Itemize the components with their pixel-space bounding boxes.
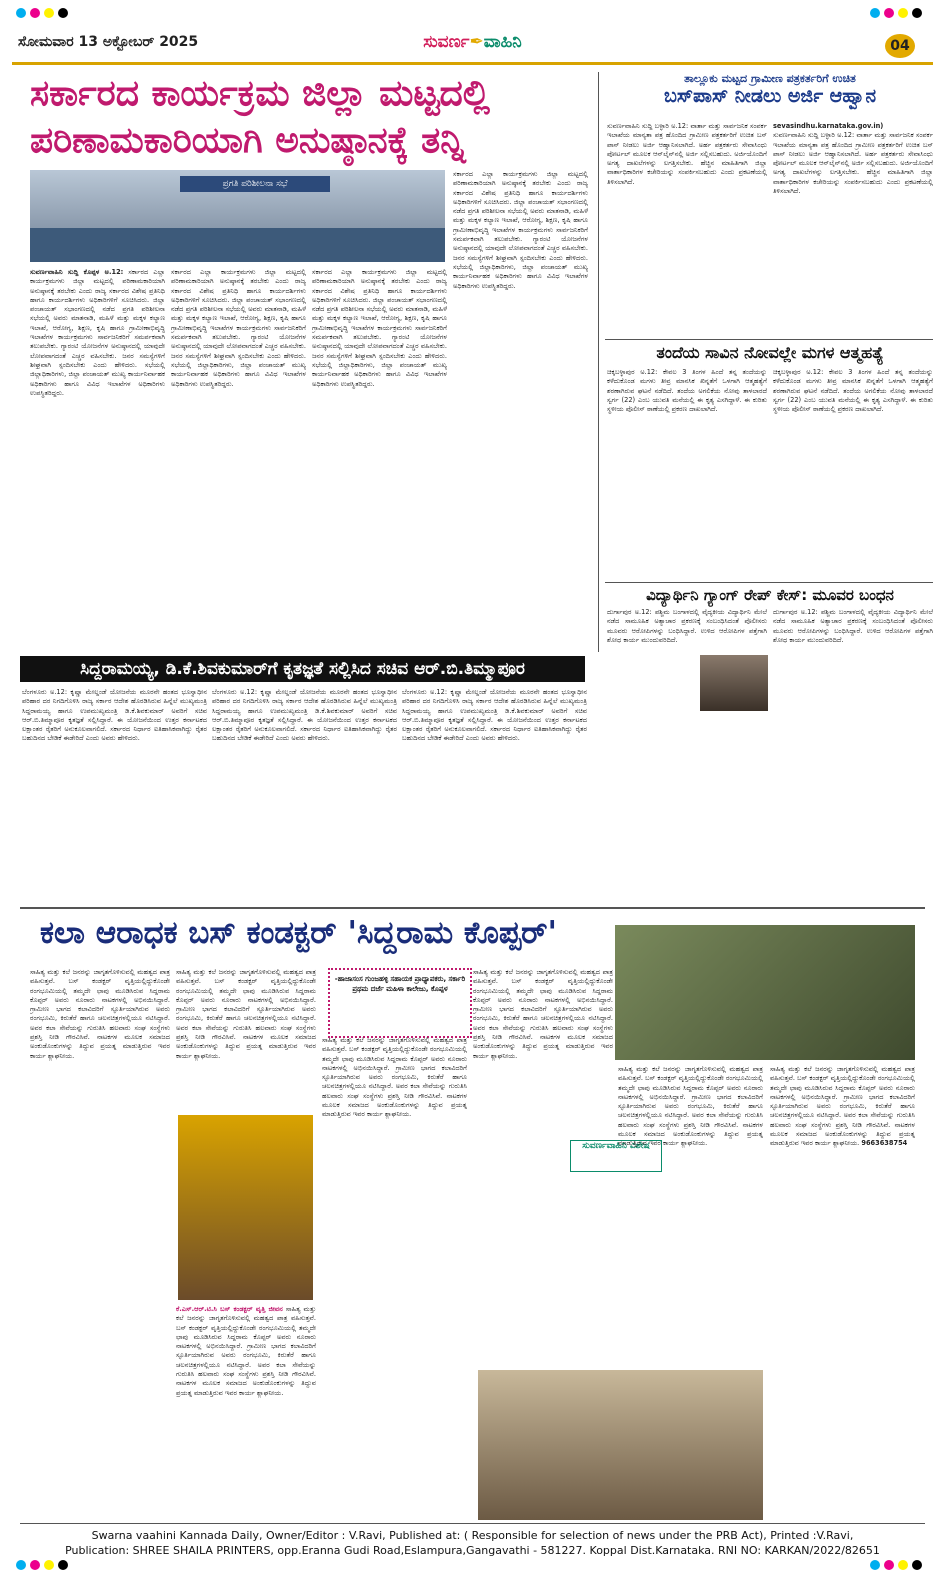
- suicide-body-2: ಚಿಕ್ಕಬಳ್ಳಾಪುರ ಅ.12: ಕೇವಲ 3 ತಿಂಗಳ ಹಿಂದೆ ತನ್ನ ತಂದೆಯನ್ನು ಕಳೆದುಕೊಂಡ ಮಗಳು ತೀವ್ರ ಮಾನಸಿಕ ಖಿನ್ನತೆಗೆ ಒಳಗಾಗಿ ಆತ್ಮಹತ್ಯೆಗೆ ಶರಣಾಗಿರುವ ಘಟನೆ ನಡೆದಿದೆ. ತಂದೆಯ ಅಗಲಿಕೆಯ ನೋವು ತಾಳಲಾರದೆ ಸ್ವರ್ಗ (22) ಎಂಬ ಯುವತಿ ಮನೆಯಲ್ಲಿ ಈ ಕೃತ್ಯ ಎಸಗಿದ್ದಾಳೆ. ಈ ಕುರಿತು ಸ್ಥಳೀಯ ಪೊಲೀಸ್ ಠಾಣೆಯಲ್ಲಿ ಪ್ರಕರಣ ದಾಖಲಾಗಿದೆ.: [773, 368, 933, 414]
- cyan-mark: [16, 1560, 26, 1570]
- yellow-mark: [44, 1560, 54, 1570]
- bus-pass-body-1: ಸುವರ್ಣವಾಹಿನಿ ಸುದ್ದಿ ಬಳ್ಳಾರಿ ಅ.12: ವಾರ್ತಾ ಮತ್ತು ಸಾರ್ವಜನಿಕ ಸಂಪರ್ಕ ಇಲಾಖೆಯ ಮಾನ್ಯತಾ ಪತ್ರ ಹೊಂದಿದ ಗ್ರಾಮೀಣ ಪತ್ರಕರ್ತರಿಗೆ ಉಚಿತ ಬಸ್ ಪಾಸ್ ನೀಡಲು ಅರ್ಜಿ ಆಹ್ವಾನಿಸಲಾಗಿದೆ. ಅರ್ಹ ಪತ್ರಕರ್ತರು ಸೇವಾಸಿಂಧು ಪೋರ್ಟಲ್ ಮೂಲಕ ಆನ್‌ಲೈನ್‌ನಲ್ಲಿ ಅರ್ಜಿ ಸಲ್ಲಿಸಬಹುದು. ಅರ್ಜಿಯೊಂದಿಗೆ ಅಗತ್ಯ ದಾಖಲೆಗಳನ್ನು ಲಗತ್ತಿಸಬೇಕು. ಹೆಚ್ಚಿನ ಮಾಹಿತಿಗಾಗಿ ಜಿಲ್ಲಾ ವಾರ್ತಾಧಿಕಾರಿಗಳ ಕಚೇರಿಯನ್ನು ಸಂಪರ್ಕಿಸಬಹುದು ಎಂದು ಪ್ರಕಟಣೆಯಲ್ಲಿ ತಿಳಿಸಲಾಗಿದೆ.: [607, 122, 767, 186]
- lead-headline-line1: ಸರ್ಕಾರದ ಕಾರ್ಯಕ್ರಮ ಜಿಲ್ಲಾ ಮಟ್ಟದಲ್ಲಿ: [30, 73, 490, 114]
- footer-divider: [20, 1523, 925, 1524]
- bus-pass-body-2: ಸುವರ್ಣವಾಹಿನಿ ಸುದ್ದಿ ಬಳ್ಳಾರಿ ಅ.12: ವಾರ್ತಾ ಮತ್ತು ಸಾರ್ವಜನಿಕ ಸಂಪರ್ಕ ಇಲಾಖೆಯ ಮಾನ್ಯತಾ ಪತ್ರ ಹೊಂದಿದ ಗ್ರಾಮೀಣ ಪತ್ರಕರ್ತರಿಗೆ ಉಚಿತ ಬಸ್ ಪಾಸ್ ನೀಡಲು ಅರ್ಜಿ ಆಹ್ವಾನಿಸಲಾಗಿದೆ. ಅರ್ಹ ಪತ್ರಕರ್ತರು ಸೇವಾಸಿಂಧು ಪೋರ್ಟಲ್ ಮೂಲಕ ಆನ್‌ಲೈನ್‌ನಲ್ಲಿ ಅರ್ಜಿ ಸಲ್ಲಿಸಬಹುದು. ಅರ್ಜಿಯೊಂದಿಗೆ ಅಗತ್ಯ ದಾಖಲೆಗಳನ್ನು ಲಗತ್ತಿಸಬೇಕು. ಹೆಚ್ಚಿನ ಮಾಹಿತಿಗಾಗಿ ಜಿಲ್ಲಾ ವಾರ್ತಾಧಿಕಾರಿಗಳ ಕಚೇರಿಯನ್ನು ಸಂಪರ್ಕಿಸಬಹುದು ಎಂದು ಪ್ರಕಟಣೆಯಲ್ಲಿ ತಿಳಿಸಲಾಗಿದೆ.: [773, 131, 933, 196]
- lead-body-1: ಸರ್ಕಾರದ ಎಲ್ಲಾ ಕಾರ್ಯಕ್ರಮಗಳು ಜಿಲ್ಲಾ ಮಟ್ಟದಲ್ಲಿ ಪರಿಣಾಮಕಾರಿಯಾಗಿ ಅನುಷ್ಠಾನಕ್ಕೆ ತರಬೇಕು ಎಂದು ರಾಜ್ಯ ಸರ್ಕಾರದ ವಿಶೇಷ ಪ್ರತಿನಿಧಿ ಹಾಗೂ ಕಾರ್ಯದರ್ಶಿಗಳು ಅಧಿಕಾರಿಗಳಿಗೆ ಸೂಚಿಸಿದರು. ಜಿಲ್ಲಾ ಪಂಚಾಯತ್ ಸಭಾಂಗಣದಲ್ಲಿ ನಡೆದ ಪ್ರಗತಿ ಪರಿಶೀಲನಾ ಸಭೆಯಲ್ಲಿ ಅವರು ಮಾತನಾಡಿ, ಮಹಿಳೆ ಮತ್ತು ಮಕ್ಕಳ ಕಲ್ಯಾಣ ಇಲಾಖೆ, ಆರೋಗ್ಯ, ಶಿಕ್ಷಣ, ಕೃಷಿ ಹಾಗೂ ಗ್ರಾಮೀಣಾಭಿವೃದ್ಧಿ ಇಲಾಖೆಗಳ ಕಾರ್ಯಕ್ರಮಗಳು ಸಾರ್ವಜನಿಕರಿಗೆ ಸಮರ್ಪಕವಾಗಿ ತಲುಪಬೇಕು. ಗ್ಯಾರಂಟಿ ಯೋಜನೆಗಳ ಅನುಷ್ಠಾನದಲ್ಲಿ ಯಾವುದೇ ಲೋಪವಾಗದಂತೆ ಎಚ್ಚರ ವಹಿಸಬೇಕು. ಜನರ ಸಮಸ್ಯೆಗಳಿಗೆ ಶೀಘ್ರವಾಗಿ ಸ್ಪಂದಿಸಬೇಕು ಎಂದು ಹೇಳಿದರು. ಸಭೆಯಲ್ಲಿ ಜಿಲ್ಲಾಧಿಕಾರಿಗಳು, ಜಿಲ್ಲಾ ಪಂಚಾಯತ್ ಮುಖ್ಯ ಕಾರ್ಯನಿರ್ವಾಹಕ ಅಧಿಕಾರಿಗಳು ಹಾಗೂ ವಿವಿಧ ಇಲಾಖೆಗಳ ಅಧಿಕಾರಿಗಳು ಉಪಸ್ಥಿತರಿದ್ದರು.: [30, 268, 165, 397]
- black-mark: [58, 1560, 68, 1570]
- suicide-column-1: [607, 368, 767, 580]
- tribute-column-2: [212, 688, 397, 903]
- contact-number: 9663638754: [861, 1139, 908, 1148]
- story-divider: [605, 339, 933, 340]
- masthead: [0, 0, 945, 62]
- black-mark: [912, 1560, 922, 1570]
- magenta-mark: [884, 1560, 894, 1570]
- portrait-caption: ಕೆ.ಎಸ್.ಆರ್.ಟಿ.ಸಿ ಬಸ್ ಕಂಡಕ್ಟರ್ ವೃತ್ತಿ ಜೀವನ: [176, 1305, 283, 1313]
- gang-rape-headline: ವಿದ್ಯಾರ್ಥಿನಿ ಗ್ಯಾಂಗ್ ರೇಪ್ ಕೇಸ್: ಮೂವರ ಬಂಧನ: [646, 586, 894, 604]
- suicide-column-2: [773, 368, 933, 580]
- magenta-mark: [30, 1560, 40, 1570]
- column-rule: [598, 72, 599, 652]
- section-divider: [20, 907, 925, 909]
- feature-headline: ಕಲಾ ಆರಾಧಕ ಬಸ್ ಕಂಡಕ್ಟರ್ 'ಸಿದ್ದರಾಮ ಕೊಪ್ಪರ್': [40, 915, 558, 951]
- play-scene-photo: [478, 1370, 763, 1520]
- suicide-body-1: ಚಿಕ್ಕಬಳ್ಳಾಪುರ ಅ.12: ಕೇವಲ 3 ತಿಂಗಳ ಹಿಂದೆ ತನ್ನ ತಂದೆಯನ್ನು ಕಳೆದುಕೊಂಡ ಮಗಳು ತೀವ್ರ ಮಾನಸಿಕ ಖಿನ್ನತೆಗೆ ಒಳಗಾಗಿ ಆತ್ಮಹತ್ಯೆಗೆ ಶರಣಾಗಿರುವ ಘಟನೆ ನಡೆದಿದೆ. ತಂದೆಯ ಅಗಲಿಕೆಯ ನೋವು ತಾಳಲಾರದೆ ಸ್ವರ್ಗ (22) ಎಂಬ ಯುವತಿ ಮನೆಯಲ್ಲಿ ಈ ಕೃತ್ಯ ಎಸಗಿದ್ದಾಳೆ. ಈ ಕುರಿತು ಸ್ಥಳೀಯ ಪೊಲೀಸ್ ಠಾಣೆಯಲ್ಲಿ ಪ್ರಕರಣ ದಾಖಲಾಗಿದೆ.: [607, 368, 767, 414]
- table-silhouette: [30, 228, 445, 262]
- logo-right: ವಾಹಿನಿ: [483, 32, 522, 52]
- feature-column-2: [176, 968, 316, 1108]
- black-mark: [58, 8, 68, 18]
- tribute-body-3: ಬೆಂಗಳೂರು ಅ.12: ಕೃಷ್ಣಾ ಮೇಲ್ದಂಡೆ ಯೋಜನೆಯ ಮೂರನೇ ಹಂತದ ಭೂಸ್ವಾಧೀನ ಪರಿಹಾರ ದರ ನಿಗದಿಗೊಳಿಸಿ ರಾಜ್ಯ ಸರ್ಕಾರ ಆದೇಶ ಹೊರಡಿಸಿರುವ ಹಿನ್ನೆಲೆ ಮುಖ್ಯಮಂತ್ರಿ ಸಿದ್ದರಾಮಯ್ಯ ಹಾಗೂ ಉಪಮುಖ್ಯಮಂತ್ರಿ ಡಿ.ಕೆ.ಶಿವಕುಮಾರ್ ಅವರಿಗೆ ಸಚಿವ ಆರ್.ಬಿ.ತಿಮ್ಮಾಪೂರ ಕೃತಜ್ಞತೆ ಸಲ್ಲಿಸಿದ್ದಾರೆ. ಈ ಯೋಜನೆಯಿಂದ ಉತ್ತರ ಕರ್ನಾಟಕದ ಲಕ್ಷಾಂತರ ರೈತರಿಗೆ ಅನುಕೂಲವಾಗಲಿದೆ. ಸರ್ಕಾರದ ನಿರ್ಧಾರ ಐತಿಹಾಸಿಕವಾಗಿದ್ದು ರೈತರ ಬಹುದಿನದ ಬೇಡಿಕೆ ಈಡೇರಿದೆ ಎಂದು ಅವರು ಹೇಳಿದರು.: [402, 688, 587, 743]
- victim-illustration: [700, 655, 768, 711]
- lead-column-1: [30, 268, 165, 653]
- gang-rape-body-2: ದುರ್ಗಾಪುರ ಅ.12: ಪಶ್ಚಿಮ ಬಂಗಾಳದಲ್ಲಿ ವೈದ್ಯಕೀಯ ವಿದ್ಯಾರ್ಥಿನಿ ಮೇಲೆ ನಡೆದ ಸಾಮೂಹಿಕ ಅತ್ಯಾಚಾರ ಪ್ರಕರಣಕ್ಕೆ ಸಂಬಂಧಿಸಿದಂತೆ ಪೊಲೀಸರು ಮೂವರು ಆರೋಪಿಗಳನ್ನು ಬಂಧಿಸಿದ್ದಾರೆ. ಉಳಿದ ಆರೋಪಿಗಳ ಪತ್ತೆಗಾಗಿ ಶೋಧ ಕಾರ್ಯ ಮುಂದುವರಿದಿದೆ.: [773, 608, 933, 644]
- feature-body-2: ಸಾಹಿತ್ಯ ಮತ್ತು ಕಲೆ ಜನರನ್ನು ಜಾಗೃತಗೊಳಿಸುವಲ್ಲಿ ಮಹತ್ವದ ಪಾತ್ರ ವಹಿಸುತ್ತವೆ. ಬಸ್ ಕಂಡಕ್ಟರ್ ವೃತ್ತಿಯಲ್ಲಿದ್ದುಕೊಂಡೇ ರಂಗಭೂಮಿಯಲ್ಲಿ ತಮ್ಮದೇ ಛಾಪು ಮೂಡಿಸಿರುವ ಸಿದ್ದರಾಮ ಕೊಪ್ಪರ್ ಅವರು ನೂರಾರು ನಾಟಕಗಳಲ್ಲಿ ಅಭಿನಯಿಸಿದ್ದಾರೆ. ಗ್ರಾಮೀಣ ಭಾಗದ ಕಲಾವಿದರಿಗೆ ಸ್ಫೂರ್ತಿಯಾಗಿರುವ ಅವರು ರಂಗಭೂಮಿ, ಕಿರುತೆರೆ ಹಾಗೂ ಚಲನಚಿತ್ರಗಳಲ್ಲಿಯೂ ನಟಿಸಿದ್ದಾರೆ. ಅವರ ಕಲಾ ಸೇವೆಯನ್ನು ಗುರುತಿಸಿ ಹಲವಾರು ಸಂಘ ಸಂಸ್ಥೆಗಳು ಪ್ರಶಸ್ತಿ ನೀಡಿ ಗೌರವಿಸಿವೆ. ನಾಟಕಗಳ ಮೂಲಕ ಸಮಾಜದ ಅಂಕುಡೊಂಕುಗಳನ್ನು ತಿದ್ದುವ ಪ್ರಯತ್ನ ಮಾಡುತ್ತಿರುವ ಇವರ ಕಾರ್ಯ ಶ್ಲಾಘನೀಯ.: [176, 968, 316, 1060]
- lead-headline-line2: ಪರಿಣಾಮಕಾರಿಯಾಗಿ ಅನುಷ್ಠಾನಕ್ಕೆ ತನ್ನಿ: [30, 120, 466, 162]
- photo-banner: ಪ್ರಗತಿ ಪರಿಶೀಲನಾ ಸಭೆ: [180, 176, 330, 192]
- tribute-headline: ಸಿದ್ದರಾಮಯ್ಯ, ಡಿ.ಕೆ.ಶಿವಕುಮಾರ್‌ಗೆ ಕೃತಜ್ಞತೆ ಸಲ್ಲಿಸಿದ ಸಚಿವ ಆರ್.ಬಿ.ತಿಮ್ಮಾಪೂರ: [20, 656, 585, 682]
- lead-column-4: [453, 170, 588, 653]
- bus-pass-headline-line1: ತಾಲ್ಲೂಕು ಮಟ್ಟದ ಗ್ರಾಮೀಣ ಪತ್ರಕರ್ತರಿಗೆ ಉಚಿತ: [684, 72, 856, 85]
- lead-headline: [30, 72, 590, 166]
- cyan-mark: [870, 1560, 880, 1570]
- stage-photo: [615, 925, 915, 1060]
- yellow-mark: [44, 8, 54, 18]
- imprint-line2: Publication: SHREE SHAILA PRINTERS, opp.Eranna Gudi Road,Eslampura,Gangavathi - 581227. Koppal Dist.Karnataka. RNI NO: KARKAN/2022/82651: [65, 1544, 880, 1557]
- issue-date: ಸೋಮವಾರ 13 ಅಕ್ಟೋಬರ್ 2025: [18, 34, 199, 50]
- cyan-mark: [16, 8, 26, 18]
- feature-body-6: ಸಾಹಿತ್ಯ ಮತ್ತು ಕಲೆ ಜನರನ್ನು ಜಾಗೃತಗೊಳಿಸುವಲ್ಲಿ ಮಹತ್ವದ ಪಾತ್ರ ವಹಿಸುತ್ತವೆ. ಬಸ್ ಕಂಡಕ್ಟರ್ ವೃತ್ತಿಯಲ್ಲಿದ್ದುಕೊಂಡೇ ರಂಗಭೂಮಿಯಲ್ಲಿ ತಮ್ಮದೇ ಛಾಪು ಮೂಡಿಸಿರುವ ಸಿದ್ದರಾಮ ಕೊಪ್ಪರ್ ಅವರು ನೂರಾರು ನಾಟಕಗಳಲ್ಲಿ ಅಭಿನಯಿಸಿದ್ದಾರೆ. ಗ್ರಾಮೀಣ ಭಾಗದ ಕಲಾವಿದರಿಗೆ ಸ್ಫೂರ್ತಿಯಾಗಿರುವ ಅವರು ರಂಗಭೂಮಿ, ಕಿರುತೆರೆ ಹಾಗೂ ಚಲನಚಿತ್ರಗಳಲ್ಲಿಯೂ ನಟಿಸಿದ್ದಾರೆ. ಅವರ ಕಲಾ ಸೇವೆಯನ್ನು ಗುರುತಿಸಿ ಹಲವಾರು ಸಂಘ ಸಂಸ್ಥೆಗಳು ಪ್ರಶಸ್ತಿ ನೀಡಿ ಗೌರವಿಸಿವೆ. ನಾಟಕಗಳ ಮೂಲಕ ಸಮಾಜದ ಅಂಕುಡೊಂಕುಗಳನ್ನು ತಿದ್ದುವ ಪ್ರಯತ್ನ ಮಾಡುತ್ತಿರುವ ಇವರ ಕಾರ್ಯ ಶ್ಲಾಘನೀಯ.: [770, 1065, 915, 1148]
- lead-column-3: [312, 268, 447, 653]
- feature-column-1: [30, 968, 170, 1518]
- lead-body-3: ಸರ್ಕಾರದ ಎಲ್ಲಾ ಕಾರ್ಯಕ್ರಮಗಳು ಜಿಲ್ಲಾ ಮಟ್ಟದಲ್ಲಿ ಪರಿಣಾಮಕಾರಿಯಾಗಿ ಅನುಷ್ಠಾನಕ್ಕೆ ತರಬೇಕು ಎಂದು ರಾಜ್ಯ ಸರ್ಕಾರದ ವಿಶೇಷ ಪ್ರತಿನಿಧಿ ಹಾಗೂ ಕಾರ್ಯದರ್ಶಿಗಳು ಅಧಿಕಾರಿಗಳಿಗೆ ಸೂಚಿಸಿದರು. ಜಿಲ್ಲಾ ಪಂಚಾಯತ್ ಸಭಾಂಗಣದಲ್ಲಿ ನಡೆದ ಪ್ರಗತಿ ಪರಿಶೀಲನಾ ಸಭೆಯಲ್ಲಿ ಅವರು ಮಾತನಾಡಿ, ಮಹಿಳೆ ಮತ್ತು ಮಕ್ಕಳ ಕಲ್ಯಾಣ ಇಲಾಖೆ, ಆರೋಗ್ಯ, ಶಿಕ್ಷಣ, ಕೃಷಿ ಹಾಗೂ ಗ್ರಾಮೀಣಾಭಿವೃದ್ಧಿ ಇಲಾಖೆಗಳ ಕಾರ್ಯಕ್ರಮಗಳು ಸಾರ್ವಜನಿಕರಿಗೆ ಸಮರ್ಪಕವಾಗಿ ತಲುಪಬೇಕು. ಗ್ಯಾರಂಟಿ ಯೋಜನೆಗಳ ಅನುಷ್ಠಾನದಲ್ಲಿ ಯಾವುದೇ ಲೋಪವಾಗದಂತೆ ಎಚ್ಚರ ವಹಿಸಬೇಕು. ಜನರ ಸಮಸ್ಯೆಗಳಿಗೆ ಶೀಘ್ರವಾಗಿ ಸ್ಪಂದಿಸಬೇಕು ಎಂದು ಹೇಳಿದರು. ಸಭೆಯಲ್ಲಿ ಜಿಲ್ಲಾಧಿಕಾರಿಗಳು, ಜಿಲ್ಲಾ ಪಂಚಾಯತ್ ಮುಖ್ಯ ಕಾರ್ಯನಿರ್ವಾಹಕ ಅಧಿಕಾರಿಗಳು ಹಾಗೂ ವಿವಿಧ ಇಲಾಖೆಗಳ ಅಧಿಕಾರಿಗಳು ಉಪಸ್ಥಿತರಿದ್ದರು.: [312, 268, 447, 388]
- bus-pass-website: sevasindhu.karnataka.gov.in): [773, 122, 884, 130]
- bus-pass-headline-line2: ಬಸ್‌ಪಾಸ್ ನೀಡಲು ಅರ್ಜಿ ಆಹ್ವಾನ: [663, 85, 877, 108]
- feature-body-5: ಸಾಹಿತ್ಯ ಮತ್ತು ಕಲೆ ಜನರನ್ನು ಜಾಗೃತಗೊಳಿಸುವಲ್ಲಿ ಮಹತ್ವದ ಪಾತ್ರ ವಹಿಸುತ್ತವೆ. ಬಸ್ ಕಂಡಕ್ಟರ್ ವೃತ್ತಿಯಲ್ಲಿದ್ದುಕೊಂಡೇ ರಂಗಭೂಮಿಯಲ್ಲಿ ತಮ್ಮದೇ ಛಾಪು ಮೂಡಿಸಿರುವ ಸಿದ್ದರಾಮ ಕೊಪ್ಪರ್ ಅವರು ನೂರಾರು ನಾಟಕಗಳಲ್ಲಿ ಅಭಿನಯಿಸಿದ್ದಾರೆ. ಗ್ರಾಮೀಣ ಭಾಗದ ಕಲಾವಿದರಿಗೆ ಸ್ಫೂರ್ತಿಯಾಗಿರುವ ಅವರು ರಂಗಭೂಮಿ, ಕಿರುತೆರೆ ಹಾಗೂ ಚಲನಚಿತ್ರಗಳಲ್ಲಿಯೂ ನಟಿಸಿದ್ದಾರೆ. ಅವರ ಕಲಾ ಸೇವೆಯನ್ನು ಗುರುತಿಸಿ ಹಲವಾರು ಸಂಘ ಸಂಸ್ಥೆಗಳು ಪ್ರಶಸ್ತಿ ನೀಡಿ ಗೌರವಿಸಿವೆ. ನಾಟಕಗಳ ಮೂಲಕ ಸಮಾಜದ ಅಂಕುಡೊಂಕುಗಳನ್ನು ತಿದ್ದುವ ಪ್ರಯತ್ನ ಮಾಡುತ್ತಿರುವ ಇವರ ಕಾರ್ಯ ಶ್ಲಾಘನೀಯ.: [618, 1065, 763, 1148]
- magenta-mark: [30, 8, 40, 18]
- header-divider: [12, 62, 933, 65]
- feature-column-4: [473, 968, 613, 1266]
- story-divider: [605, 582, 933, 583]
- yellow-mark: [898, 1560, 908, 1570]
- feature-column-2b: [176, 1305, 316, 1520]
- bus-pass-column-1: [607, 122, 767, 337]
- imprint-line1: Swarna vaahini Kannada Daily, Owner/Editor : V.Ravi, Published at: ( Responsible for selection of news under the PRB Act), Printed :V.Ravi,: [91, 1529, 854, 1542]
- conductor-portrait: [178, 1115, 313, 1300]
- meeting-photo: [30, 170, 445, 262]
- feature-column-3: [322, 1036, 467, 1520]
- page-number: 04: [885, 34, 915, 58]
- gang-rape-column-2: [773, 608, 933, 908]
- tribute-column-1: [22, 688, 207, 903]
- lead-dateline: ಸುವರ್ಣವಾಹಿನಿ ಸುದ್ದಿ ಕೊಪ್ಪಳ ಅ.12:: [30, 268, 124, 276]
- logo-left: ಸುವರ್ಣ: [423, 32, 470, 52]
- suicide-headline: ತಂದೆಯ ಸಾವಿನ ನೋವಲ್ಲೇ ಮಗಳ ಆತ್ಮಹತ್ಯೆ: [656, 343, 884, 362]
- author-box: -ಹಾಜಾಸಂಸ ಗುಂಜಹಳ್ಳಿ ಸಹಾಯಕ ಪ್ರಾಧ್ಯಾಪಕರು, ಸರ್ಕಾರಿ ಪ್ರಥಮ ದರ್ಜೆ ಮಹಿಳಾ ಕಾಲೇಜು, ಕೊಪ್ಪಳ: [328, 968, 472, 1038]
- tribute-body-1: ಬೆಂಗಳೂರು ಅ.12: ಕೃಷ್ಣಾ ಮೇಲ್ದಂಡೆ ಯೋಜನೆಯ ಮೂರನೇ ಹಂತದ ಭೂಸ್ವಾಧೀನ ಪರಿಹಾರ ದರ ನಿಗದಿಗೊಳಿಸಿ ರಾಜ್ಯ ಸರ್ಕಾರ ಆದೇಶ ಹೊರಡಿಸಿರುವ ಹಿನ್ನೆಲೆ ಮುಖ್ಯಮಂತ್ರಿ ಸಿದ್ದರಾಮಯ್ಯ ಹಾಗೂ ಉಪಮುಖ್ಯಮಂತ್ರಿ ಡಿ.ಕೆ.ಶಿವಕುಮಾರ್ ಅವರಿಗೆ ಸಚಿವ ಆರ್.ಬಿ.ತಿಮ್ಮಾಪೂರ ಕೃತಜ್ಞತೆ ಸಲ್ಲಿಸಿದ್ದಾರೆ. ಈ ಯೋಜನೆಯಿಂದ ಉತ್ತರ ಕರ್ನಾಟಕದ ಲಕ್ಷಾಂತರ ರೈತರಿಗೆ ಅನುಕೂಲವಾಗಲಿದೆ. ಸರ್ಕಾರದ ನಿರ್ಧಾರ ಐತಿಹಾಸಿಕವಾಗಿದ್ದು ರೈತರ ಬಹುದಿನದ ಬೇಡಿಕೆ ಈಡೇರಿದೆ ಎಂದು ಅವರು ಹೇಳಿದರು.: [22, 688, 207, 743]
- lead-column-2: [171, 268, 306, 653]
- lead-body-4: ಸರ್ಕಾರದ ಎಲ್ಲಾ ಕಾರ್ಯಕ್ರಮಗಳು ಜಿಲ್ಲಾ ಮಟ್ಟದಲ್ಲಿ ಪರಿಣಾಮಕಾರಿಯಾಗಿ ಅನುಷ್ಠಾನಕ್ಕೆ ತರಬೇಕು ಎಂದು ರಾಜ್ಯ ಸರ್ಕಾರದ ವಿಶೇಷ ಪ್ರತಿನಿಧಿ ಹಾಗೂ ಕಾರ್ಯದರ್ಶಿಗಳು ಅಧಿಕಾರಿಗಳಿಗೆ ಸೂಚಿಸಿದರು. ಜಿಲ್ಲಾ ಪಂಚಾಯತ್ ಸಭಾಂಗಣದಲ್ಲಿ ನಡೆದ ಪ್ರಗತಿ ಪರಿಶೀಲನಾ ಸಭೆಯಲ್ಲಿ ಅವರು ಮಾತನಾಡಿ, ಮಹಿಳೆ ಮತ್ತು ಮಕ್ಕಳ ಕಲ್ಯಾಣ ಇಲಾಖೆ, ಆರೋಗ್ಯ, ಶಿಕ್ಷಣ, ಕೃಷಿ ಹಾಗೂ ಗ್ರಾಮೀಣಾಭಿವೃದ್ಧಿ ಇಲಾಖೆಗಳ ಕಾರ್ಯಕ್ರಮಗಳು ಸಾರ್ವಜನಿಕರಿಗೆ ಸಮರ್ಪಕವಾಗಿ ತಲುಪಬೇಕು. ಗ್ಯಾರಂಟಿ ಯೋಜನೆಗಳ ಅನುಷ್ಠಾನದಲ್ಲಿ ಯಾವುದೇ ಲೋಪವಾಗದಂತೆ ಎಚ್ಚರ ವಹಿಸಬೇಕು. ಜನರ ಸಮಸ್ಯೆಗಳಿಗೆ ಶೀಘ್ರವಾಗಿ ಸ್ಪಂದಿಸಬೇಕು ಎಂದು ಹೇಳಿದರು. ಸಭೆಯಲ್ಲಿ ಜಿಲ್ಲಾಧಿಕಾರಿಗಳು, ಜಿಲ್ಲಾ ಪಂಚಾಯತ್ ಮುಖ್ಯ ಕಾರ್ಯನಿರ್ವಾಹಕ ಅಧಿಕಾರಿಗಳು ಹಾಗೂ ವಿವಿಧ ಇಲಾಖೆಗಳ ಅಧಿಕಾರಿಗಳು ಉಪಸ್ಥಿತರಿದ್ದರು.: [453, 170, 588, 290]
- feature-column-5: [618, 1065, 763, 1365]
- lead-body-2: ಸರ್ಕಾರದ ಎಲ್ಲಾ ಕಾರ್ಯಕ್ರಮಗಳು ಜಿಲ್ಲಾ ಮಟ್ಟದಲ್ಲಿ ಪರಿಣಾಮಕಾರಿಯಾಗಿ ಅನುಷ್ಠಾನಕ್ಕೆ ತರಬೇಕು ಎಂದು ರಾಜ್ಯ ಸರ್ಕಾರದ ವಿಶೇಷ ಪ್ರತಿನಿಧಿ ಹಾಗೂ ಕಾರ್ಯದರ್ಶಿಗಳು ಅಧಿಕಾರಿಗಳಿಗೆ ಸೂಚಿಸಿದರು. ಜಿಲ್ಲಾ ಪಂಚಾಯತ್ ಸಭಾಂಗಣದಲ್ಲಿ ನಡೆದ ಪ್ರಗತಿ ಪರಿಶೀಲನಾ ಸಭೆಯಲ್ಲಿ ಅವರು ಮಾತನಾಡಿ, ಮಹಿಳೆ ಮತ್ತು ಮಕ್ಕಳ ಕಲ್ಯಾಣ ಇಲಾಖೆ, ಆರೋಗ್ಯ, ಶಿಕ್ಷಣ, ಕೃಷಿ ಹಾಗೂ ಗ್ರಾಮೀಣಾಭಿವೃದ್ಧಿ ಇಲಾಖೆಗಳ ಕಾರ್ಯಕ್ರಮಗಳು ಸಾರ್ವಜನಿಕರಿಗೆ ಸಮರ್ಪಕವಾಗಿ ತಲುಪಬೇಕು. ಗ್ಯಾರಂಟಿ ಯೋಜನೆಗಳ ಅನುಷ್ಠಾನದಲ್ಲಿ ಯಾವುದೇ ಲೋಪವಾಗದಂತೆ ಎಚ್ಚರ ವಹಿಸಬೇಕು. ಜನರ ಸಮಸ್ಯೆಗಳಿಗೆ ಶೀಘ್ರವಾಗಿ ಸ್ಪಂದಿಸಬೇಕು ಎಂದು ಹೇಳಿದರು. ಸಭೆಯಲ್ಲಿ ಜಿಲ್ಲಾಧಿಕಾರಿಗಳು, ಜಿಲ್ಲಾ ಪಂಚಾಯತ್ ಮುಖ್ಯ ಕಾರ್ಯನಿರ್ವಾಹಕ ಅಧಿಕಾರಿಗಳು ಹಾಗೂ ವಿವಿಧ ಇಲಾಖೆಗಳ ಅಧಿಕಾರಿಗಳು ಉಪಸ್ಥಿತರಿದ್ದರು.: [171, 268, 306, 388]
- black-mark: [912, 8, 922, 18]
- bus-pass-headline: [605, 72, 935, 108]
- tribute-body-2: ಬೆಂಗಳೂರು ಅ.12: ಕೃಷ್ಣಾ ಮೇಲ್ದಂಡೆ ಯೋಜನೆಯ ಮೂರನೇ ಹಂತದ ಭೂಸ್ವಾಧೀನ ಪರಿಹಾರ ದರ ನಿಗದಿಗೊಳಿಸಿ ರಾಜ್ಯ ಸರ್ಕಾರ ಆದೇಶ ಹೊರಡಿಸಿರುವ ಹಿನ್ನೆಲೆ ಮುಖ್ಯಮಂತ್ರಿ ಸಿದ್ದರಾಮಯ್ಯ ಹಾಗೂ ಉಪಮುಖ್ಯಮಂತ್ರಿ ಡಿ.ಕೆ.ಶಿವಕುಮಾರ್ ಅವರಿಗೆ ಸಚಿವ ಆರ್.ಬಿ.ತಿಮ್ಮಾಪೂರ ಕೃತಜ್ಞತೆ ಸಲ್ಲಿಸಿದ್ದಾರೆ. ಈ ಯೋಜನೆಯಿಂದ ಉತ್ತರ ಕರ್ನಾಟಕದ ಲಕ್ಷಾಂತರ ರೈತರಿಗೆ ಅನುಕೂಲವಾಗಲಿದೆ. ಸರ್ಕಾರದ ನಿರ್ಧಾರ ಐತಿಹಾಸಿಕವಾಗಿದ್ದು ರೈತರ ಬಹುದಿನದ ಬೇಡಿಕೆ ಈಡೇರಿದೆ ಎಂದು ಅವರು ಹೇಳಿದರು.: [212, 688, 397, 743]
- feature-body-2b: ಸಾಹಿತ್ಯ ಮತ್ತು ಕಲೆ ಜನರನ್ನು ಜಾಗೃತಗೊಳಿಸುವಲ್ಲಿ ಮಹತ್ವದ ಪಾತ್ರ ವಹಿಸುತ್ತವೆ. ಬಸ್ ಕಂಡಕ್ಟರ್ ವೃತ್ತಿಯಲ್ಲಿದ್ದುಕೊಂಡೇ ರಂಗಭೂಮಿಯಲ್ಲಿ ತಮ್ಮದೇ ಛಾಪು ಮೂಡಿಸಿರುವ ಸಿದ್ದರಾಮ ಕೊಪ್ಪರ್ ಅವರು ನೂರಾರು ನಾಟಕಗಳಲ್ಲಿ ಅಭಿನಯಿಸಿದ್ದಾರೆ. ಗ್ರಾಮೀಣ ಭಾಗದ ಕಲಾವಿದರಿಗೆ ಸ್ಫೂರ್ತಿಯಾಗಿರುವ ಅವರು ರಂಗಭೂಮಿ, ಕಿರುತೆರೆ ಹಾಗೂ ಚಲನಚಿತ್ರಗಳಲ್ಲಿಯೂ ನಟಿಸಿದ್ದಾರೆ. ಅವರ ಕಲಾ ಸೇವೆಯನ್ನು ಗುರುತಿಸಿ ಹಲವಾರು ಸಂಘ ಸಂಸ್ಥೆಗಳು ಪ್ರಶಸ್ತಿ ನೀಡಿ ಗೌರವಿಸಿವೆ. ನಾಟಕಗಳ ಮೂಲಕ ಸಮಾಜದ ಅಂಕುಡೊಂಕುಗಳನ್ನು ತಿದ್ದುವ ಪ್ರಯತ್ನ ಮಾಡುತ್ತಿರುವ ಇವರ ಕಾರ್ಯ ಶ್ಲಾಘನೀಯ.: [176, 1305, 316, 1397]
- feature-body-3: ಸಾಹಿತ್ಯ ಮತ್ತು ಕಲೆ ಜನರನ್ನು ಜಾಗೃತಗೊಳಿಸುವಲ್ಲಿ ಮಹತ್ವದ ಪಾತ್ರ ವಹಿಸುತ್ತವೆ. ಬಸ್ ಕಂಡಕ್ಟರ್ ವೃತ್ತಿಯಲ್ಲಿದ್ದುಕೊಂಡೇ ರಂಗಭೂಮಿಯಲ್ಲಿ ತಮ್ಮದೇ ಛಾಪು ಮೂಡಿಸಿರುವ ಸಿದ್ದರಾಮ ಕೊಪ್ಪರ್ ಅವರು ನೂರಾರು ನಾಟಕಗಳಲ್ಲಿ ಅಭಿನಯಿಸಿದ್ದಾರೆ. ಗ್ರಾಮೀಣ ಭಾಗದ ಕಲಾವಿದರಿಗೆ ಸ್ಫೂರ್ತಿಯಾಗಿರುವ ಅವರು ರಂಗಭೂಮಿ, ಕಿರುತೆರೆ ಹಾಗೂ ಚಲನಚಿತ್ರಗಳಲ್ಲಿಯೂ ನಟಿಸಿದ್ದಾರೆ. ಅವರ ಕಲಾ ಸೇವೆಯನ್ನು ಗುರುತಿಸಿ ಹಲವಾರು ಸಂಘ ಸಂಸ್ಥೆಗಳು ಪ್ರಶಸ್ತಿ ನೀಡಿ ಗೌರವಿಸಿವೆ. ನಾಟಕಗಳ ಮೂಲಕ ಸಮಾಜದ ಅಂಕುಡೊಂಕುಗಳನ್ನು ತಿದ್ದುವ ಪ್ರಯತ್ನ ಮಾಡುತ್ತಿರುವ ಇವರ ಕಾರ್ಯ ಶ್ಲಾಘನೀಯ.: [322, 1036, 467, 1119]
- special-logo: ಸುವರ್ಣವಾಹಿನಿ ವಿಶೇಷ: [570, 1140, 662, 1172]
- tribute-column-3: [402, 688, 587, 903]
- newspaper-logo: [370, 32, 575, 56]
- magenta-mark: [884, 8, 894, 18]
- gang-rape-column-1: [607, 608, 767, 908]
- yellow-mark: [898, 8, 908, 18]
- feature-body-4: ಸಾಹಿತ್ಯ ಮತ್ತು ಕಲೆ ಜನರನ್ನು ಜಾಗೃತಗೊಳಿಸುವಲ್ಲಿ ಮಹತ್ವದ ಪಾತ್ರ ವಹಿಸುತ್ತವೆ. ಬಸ್ ಕಂಡಕ್ಟರ್ ವೃತ್ತಿಯಲ್ಲಿದ್ದುಕೊಂಡೇ ರಂಗಭೂಮಿಯಲ್ಲಿ ತಮ್ಮದೇ ಛಾಪು ಮೂಡಿಸಿರುವ ಸಿದ್ದರಾಮ ಕೊಪ್ಪರ್ ಅವರು ನೂರಾರು ನಾಟಕಗಳಲ್ಲಿ ಅಭಿನಯಿಸಿದ್ದಾರೆ. ಗ್ರಾಮೀಣ ಭಾಗದ ಕಲಾವಿದರಿಗೆ ಸ್ಫೂರ್ತಿಯಾಗಿರುವ ಅವರು ರಂಗಭೂಮಿ, ಕಿರುತೆರೆ ಹಾಗೂ ಚಲನಚಿತ್ರಗಳಲ್ಲಿಯೂ ನಟಿಸಿದ್ದಾರೆ. ಅವರ ಕಲಾ ಸೇವೆಯನ್ನು ಗುರುತಿಸಿ ಹಲವಾರು ಸಂಘ ಸಂಸ್ಥೆಗಳು ಪ್ರಶಸ್ತಿ ನೀಡಿ ಗೌರವಿಸಿವೆ. ನಾಟಕಗಳ ಮೂಲಕ ಸಮಾಜದ ಅಂಕುಡೊಂಕುಗಳನ್ನು ತಿದ್ದುವ ಪ್ರಯತ್ನ ಮಾಡುತ್ತಿರುವ ಇವರ ಕಾರ್ಯ ಶ್ಲಾಘನೀಯ.: [473, 968, 613, 1060]
- feature-column-6: [770, 1065, 915, 1515]
- cyan-mark: [870, 8, 880, 18]
- feature-body-1: ಸಾಹಿತ್ಯ ಮತ್ತು ಕಲೆ ಜನರನ್ನು ಜಾಗೃತಗೊಳಿಸುವಲ್ಲಿ ಮಹತ್ವದ ಪಾತ್ರ ವಹಿಸುತ್ತವೆ. ಬಸ್ ಕಂಡಕ್ಟರ್ ವೃತ್ತಿಯಲ್ಲಿದ್ದುಕೊಂಡೇ ರಂಗಭೂಮಿಯಲ್ಲಿ ತಮ್ಮದೇ ಛಾಪು ಮೂಡಿಸಿರುವ ಸಿದ್ದರಾಮ ಕೊಪ್ಪರ್ ಅವರು ನೂರಾರು ನಾಟಕಗಳಲ್ಲಿ ಅಭಿನಯಿಸಿದ್ದಾರೆ. ಗ್ರಾಮೀಣ ಭಾಗದ ಕಲಾವಿದರಿಗೆ ಸ್ಫೂರ್ತಿಯಾಗಿರುವ ಅವರು ರಂಗಭೂಮಿ, ಕಿರುತೆರೆ ಹಾಗೂ ಚಲನಚಿತ್ರಗಳಲ್ಲಿಯೂ ನಟಿಸಿದ್ದಾರೆ. ಅವರ ಕಲಾ ಸೇವೆಯನ್ನು ಗುರುತಿಸಿ ಹಲವಾರು ಸಂಘ ಸಂಸ್ಥೆಗಳು ಪ್ರಶಸ್ತಿ ನೀಡಿ ಗೌರವಿಸಿವೆ. ನಾಟಕಗಳ ಮೂಲಕ ಸಮಾಜದ ಅಂಕುಡೊಂಕುಗಳನ್ನು ತಿದ್ದುವ ಪ್ರಯತ್ನ ಮಾಡುತ್ತಿರುವ ಇವರ ಕಾರ್ಯ ಶ್ಲಾಘನೀಯ.: [30, 968, 170, 1060]
- gang-rape-body-1: ದುರ್ಗಾಪುರ ಅ.12: ಪಶ್ಚಿಮ ಬಂಗಾಳದಲ್ಲಿ ವೈದ್ಯಕೀಯ ವಿದ್ಯಾರ್ಥಿನಿ ಮೇಲೆ ನಡೆದ ಸಾಮೂಹಿಕ ಅತ್ಯಾಚಾರ ಪ್ರಕರಣಕ್ಕೆ ಸಂಬಂಧಿಸಿದಂತೆ ಪೊಲೀಸರು ಮೂವರು ಆರೋಪಿಗಳನ್ನು ಬಂಧಿಸಿದ್ದಾರೆ. ಉಳಿದ ಆರೋಪಿಗಳ ಪತ್ತೆಗಾಗಿ ಶೋಧ ಕಾರ್ಯ ಮುಂದುವರಿದಿದೆ.: [607, 608, 767, 644]
- imprint-footer: [20, 1528, 925, 1558]
- pen-icon: ✒: [469, 32, 484, 52]
- bus-pass-column-2: [773, 122, 933, 337]
